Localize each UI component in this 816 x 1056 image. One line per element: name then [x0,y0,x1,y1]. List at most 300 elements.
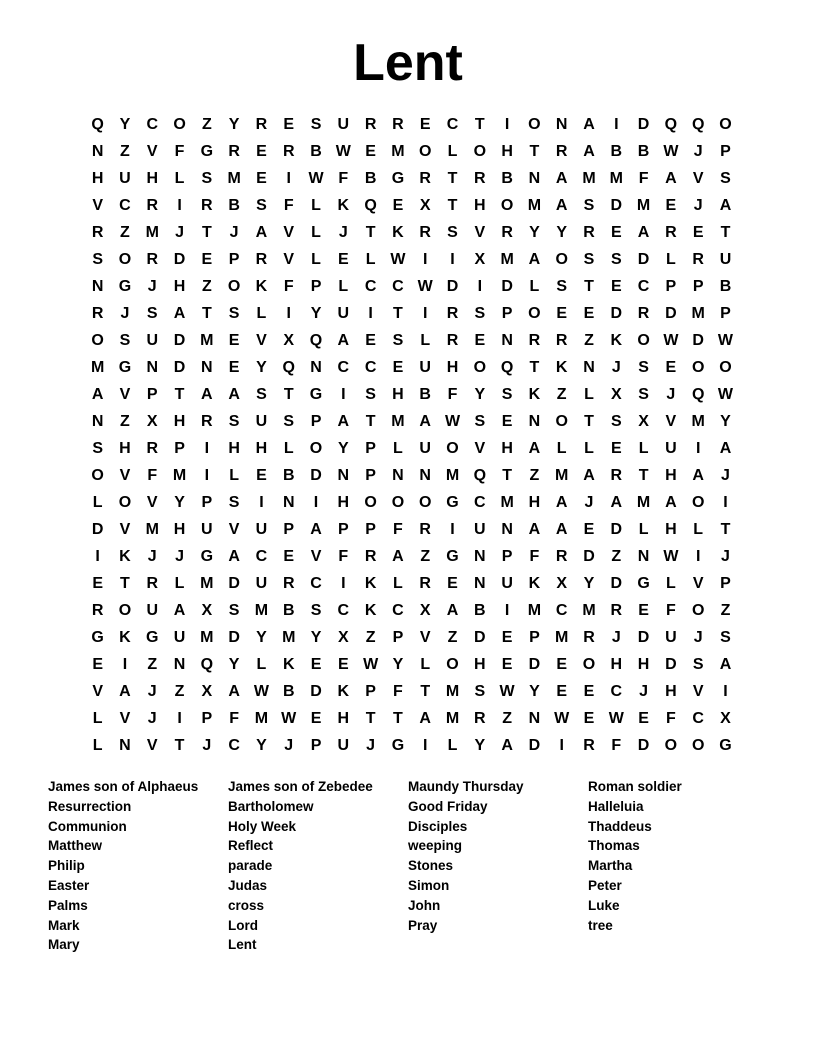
grid-letter: I [259,493,264,511]
grid-letter: I [422,250,428,268]
grid-letter: W [308,169,324,187]
grid-letter: G [309,385,323,403]
grid-letter: P [174,439,185,457]
word-list-item: tree [588,917,613,933]
grid-letter: E [365,331,376,349]
grid-letter: U [146,601,159,619]
grid-letter: C [555,601,568,619]
grid-letter: A [446,601,459,619]
grid-letter: S [447,223,458,241]
grid-letter: U [201,520,213,538]
grid-letter: O [227,277,241,295]
grid-letter: P [310,412,322,430]
grid-letter: P [146,385,158,403]
grid-letter: L [393,439,403,457]
word-list-item: Halleluia [588,798,644,814]
grid-letter: J [175,223,184,241]
grid-letter: J [284,736,294,754]
grid-letter: G [118,277,132,295]
grid-letter: C [446,115,459,133]
grid-letter: R [146,439,159,457]
grid-letter: R [474,169,486,187]
grid-letter: D [610,196,623,214]
grid-letter: V [92,682,103,700]
grid-letter: T [365,223,376,241]
grid-letter: W [417,277,433,295]
grid-letter: G [391,736,405,754]
grid-letter: A [337,331,350,349]
grid-letter: J [721,547,730,565]
grid-letter: L [311,250,321,268]
grid-letter: W [253,682,269,700]
grid-letter: A [665,493,677,511]
grid-letter: N [528,412,541,430]
grid-letter: Z [420,547,431,565]
grid-letter: U [337,115,350,133]
grid-letter: M [582,601,596,619]
grid-letter: A [310,520,322,538]
grid-letter: G [719,736,732,754]
grid-letter: Y [228,115,240,133]
grid-letter: D [310,682,322,700]
grid-letter: R [665,223,677,241]
grid-letter: J [202,736,212,754]
grid-letter: V [119,520,131,538]
grid-letter: X [337,628,349,646]
grid-letter: A [392,547,404,565]
grid-letter: E [310,655,322,673]
grid-letter: Z [720,601,731,619]
grid-letter: K [119,547,131,565]
grid-letter: Y [392,655,404,673]
grid-letter: D [474,628,486,646]
grid-letter: U [419,358,431,376]
grid-letter: A [583,115,595,133]
grid-letter: L [447,736,458,754]
grid-letter: R [201,412,213,430]
grid-letter: H [91,169,104,187]
grid-letter: C [610,682,623,700]
grid-letter: S [474,412,486,430]
grid-letter: R [583,223,595,241]
grid-letter: U [665,628,677,646]
grid-letter: V [665,412,677,430]
grid-letter: Q [91,115,104,133]
grid-letter: L [283,439,294,457]
grid-letter: A [173,601,186,619]
grid-letter: S [583,250,595,268]
grid-letter: R [555,331,568,349]
grid-letter: W [663,331,679,349]
grid-letter: O [555,412,568,430]
grid-letter: T [393,304,403,322]
grid-letter: F [174,142,185,160]
grid-letter: V [692,574,704,592]
grid-letter: A [255,223,268,241]
grid-letter: O [118,250,132,268]
grid-letter: V [419,628,431,646]
grid-letter: X [556,574,568,592]
grid-letter: E [556,682,568,700]
grid-letter: P [665,277,677,295]
grid-letter: D [310,466,322,484]
grid-letter: K [610,331,623,349]
grid-letter: H [119,439,131,457]
grid-letter: J [639,682,649,700]
grid-letter: S [310,115,322,133]
grid-letter: L [92,736,103,754]
grid-letter: G [446,547,459,565]
grid-letter: O [500,196,514,214]
grid-letter: U [255,574,268,592]
grid-letter: M [636,196,651,214]
grid-letter: E [583,709,595,727]
grid-letter: B [228,196,240,214]
grid-letter: A [173,304,186,322]
grid-letter: M [636,493,651,511]
grid-letter: K [528,385,541,403]
grid-letter: A [719,655,732,673]
grid-letter: A [583,142,595,160]
grid-letter: E [556,304,568,322]
grid-letter: J [147,709,157,727]
grid-letter: R [255,250,268,268]
grid-letter: R [474,709,486,727]
grid-letter: I [341,385,346,403]
grid-letter: O [664,736,678,754]
grid-letter: T [393,709,403,727]
grid-letter: E [556,655,568,673]
grid-letter: M [254,709,269,727]
grid-letter: L [256,655,267,673]
grid-letter: G [637,574,650,592]
grid-letter: W [554,709,570,727]
grid-letter: M [445,709,460,727]
grid-letter: F [229,709,240,727]
grid-letter: F [638,169,649,187]
grid-letter: A [419,412,431,430]
grid-letter: F [283,196,294,214]
word-list-item: Bartholomew [228,798,314,814]
grid-letter: R [91,223,104,241]
word-list-item: Mark [48,917,80,933]
word-list-item: Thomas [588,838,640,854]
grid-letter: E [337,655,349,673]
grid-letter: B [474,601,486,619]
grid-letter: S [610,250,622,268]
grid-letter: W [663,547,679,565]
grid-letter: D [637,250,650,268]
grid-letter: E [201,250,213,268]
grid-letter: M [527,601,542,619]
grid-letter: A [719,196,732,214]
grid-letter: U [501,574,513,592]
grid-letter: E [583,304,595,322]
grid-letter: S [228,304,240,322]
grid-letter: L [229,466,240,484]
grid-letter: U [665,439,677,457]
grid-letter: S [228,601,240,619]
grid-letter: V [692,682,704,700]
grid-letter: D [446,277,459,295]
grid-letter: S [92,439,103,457]
grid-letter: M [691,412,705,430]
grid-letter: T [174,736,185,754]
grid-letter: D [637,628,650,646]
grid-letter: S [720,169,731,187]
grid-letter: T [283,385,294,403]
grid-letter: Z [584,331,594,349]
grid-letter: L [584,439,594,457]
grid-letter: A [555,169,568,187]
grid-letter: Y [256,628,267,646]
grid-letter: S [228,493,240,511]
grid-letter: N [119,736,131,754]
word-list-item: Reflect [228,838,274,854]
grid-letter: H [146,169,159,187]
grid-letter: M [282,628,296,646]
grid-letter: M [145,520,159,538]
grid-letter: Y [310,304,322,322]
grid-letter: J [120,304,130,322]
grid-letter: A [228,385,240,403]
grid-letter: B [419,385,431,403]
grid-letter: I [695,547,701,565]
grid-letter: Z [120,412,130,430]
grid-letter: B [282,682,295,700]
grid-letter: Z [174,682,185,700]
word-list-item: Pray [408,917,438,933]
grid-letter: L [584,385,594,403]
grid-letter: D [173,358,186,376]
grid-letter: Y [556,223,568,241]
grid-letter: S [256,385,267,403]
grid-letter: E [610,277,622,295]
grid-letter: J [693,142,703,160]
grid-letter: J [584,493,594,511]
grid-letter: E [447,574,458,592]
grid-letter: R [91,304,104,322]
grid-letter: O [528,304,541,322]
grid-letter: A [228,682,240,700]
grid-letter: Z [201,115,212,133]
grid-letter: N [146,358,159,376]
grid-letter: T [201,223,212,241]
word-list-item: Matthew [48,838,102,854]
grid-letter: T [720,223,731,241]
grid-letter: I [368,304,373,322]
grid-letter: K [555,358,568,376]
grid-letter: O [309,439,323,457]
grid-letter: Q [309,331,323,349]
grid-letter: I [504,601,510,619]
grid-letter: I [95,547,100,565]
grid-letter: C [228,736,240,754]
grid-letter: R [364,115,377,133]
word-list-item: Communion [48,818,127,834]
grid-letter: Y [174,493,185,511]
grid-letter: V [310,547,322,565]
word-list-item: James son of Zebedee [228,779,373,794]
grid-letter: O [118,601,132,619]
grid-letter: H [474,655,486,673]
grid-letter: A [528,250,541,268]
grid-letter: B [610,142,623,160]
grid-letter: L [638,520,649,538]
grid-letter: B [282,466,295,484]
grid-letter: I [695,439,701,457]
grid-letter: F [447,385,458,403]
grid-letter: H [446,358,459,376]
grid-letter: S [583,196,595,214]
grid-letter: R [419,520,431,538]
grid-letter: E [692,223,704,241]
grid-letter: Q [473,466,487,484]
grid-letter: T [447,169,458,187]
grid-letter: F [611,736,622,754]
grid-letter: H [528,493,541,511]
grid-letter: A [665,169,677,187]
grid-letter: H [228,439,240,457]
grid-letter: S [610,412,622,430]
grid-letter: P [392,628,404,646]
grid-letter: Q [282,358,295,376]
grid-letter: N [91,277,104,295]
grid-letter: P [365,520,376,538]
grid-letter: G [118,358,132,376]
grid-letter: E [92,574,103,592]
grid-letter: F [665,709,676,727]
grid-letter: I [723,493,728,511]
grid-letter: L [393,574,403,592]
grid-letter: X [419,601,431,619]
grid-letter: M [691,304,705,322]
grid-letter: I [177,709,182,727]
grid-letter: K [255,277,268,295]
grid-letter: W [717,331,734,349]
grid-letter: H [173,412,186,430]
grid-letter: R [201,196,213,214]
grid-letter: J [666,385,676,403]
word-list-item: Easter [48,877,90,893]
grid-letter: P [720,304,731,322]
grid-letter: O [528,115,541,133]
grid-letter: E [256,169,267,187]
grid-letter: L [311,196,321,214]
grid-letter: K [364,601,377,619]
word-list-item: Resurrection [48,798,132,814]
grid-letter: M [90,358,105,376]
word-list-item: Holy Week [228,818,297,834]
grid-letter: X [283,331,295,349]
grid-letter: A [555,196,568,214]
word-list-item: Mary [48,937,80,953]
word-column-4 [588,777,768,955]
grid-letter: H [173,277,186,295]
grid-letter: V [283,250,295,268]
grid-letter: R [364,547,377,565]
grid-letter: A [337,412,350,430]
grid-letter: V [474,439,486,457]
grid-letter: L [665,574,676,592]
grid-letter: P [365,466,376,484]
grid-letter: E [256,466,267,484]
grid-letter: G [200,547,214,565]
grid-letter: N [637,547,650,565]
grid-letter: S [638,358,649,376]
grid-letter: H [474,196,486,214]
grid-letter: E [419,115,431,133]
grid-letter: I [177,196,182,214]
grid-letter: L [529,277,540,295]
grid-letter: E [337,250,349,268]
grid-letter: T [529,358,540,376]
grid-letter: D [528,655,541,673]
grid-letter: V [146,142,158,160]
grid-letter: O [719,358,732,376]
grid-letter: U [146,331,159,349]
grid-letter: W [717,385,734,403]
grid-letter: M [200,574,214,592]
grid-letter: I [204,439,210,457]
grid-letter: N [501,520,513,538]
word-list-item: Disciples [408,818,468,834]
grid-letter: R [583,736,595,754]
grid-letter: R [282,142,295,160]
grid-letter: J [147,682,157,700]
grid-letter: Q [364,196,377,214]
grid-letter: A [555,493,568,511]
grid-letter: I [286,304,291,322]
grid-letter: O [446,655,459,673]
grid-letter: T [502,466,512,484]
grid-letter: V [256,331,267,349]
grid-letter: L [92,493,103,511]
grid-letter: Z [611,547,622,565]
grid-letter: B [501,169,513,187]
grid-letter: P [228,250,240,268]
grid-letter: M [200,628,214,646]
grid-letter: A [555,520,568,538]
grid-letter: P [720,574,731,592]
grid-letter: M [609,169,623,187]
grid-letter: Z [147,655,158,673]
grid-letter: Z [201,277,212,295]
grid-letter: U [255,412,268,430]
grid-letter: N [528,709,541,727]
word-list-item: Simon [408,877,450,893]
grid-letter: O [446,439,459,457]
grid-letter: U [337,304,350,322]
grid-letter: T [529,142,540,160]
grid-letter: E [501,628,513,646]
grid-letter: R [419,223,431,241]
grid-letter: N [474,547,486,565]
grid-letter: R [392,115,404,133]
grid-letter: X [419,196,431,214]
grid-letter: P [283,520,295,538]
grid-letter: S [365,385,376,403]
grid-letter: D [528,736,541,754]
grid-letter: U [474,520,486,538]
grid-letter: O [91,331,104,349]
grid-letter: Y [310,628,322,646]
grid-letter: H [392,385,404,403]
grid-letter: M [227,169,241,187]
grid-letter: D [91,520,104,538]
grid-letter: L [665,250,676,268]
grid-letter: P [201,493,213,511]
